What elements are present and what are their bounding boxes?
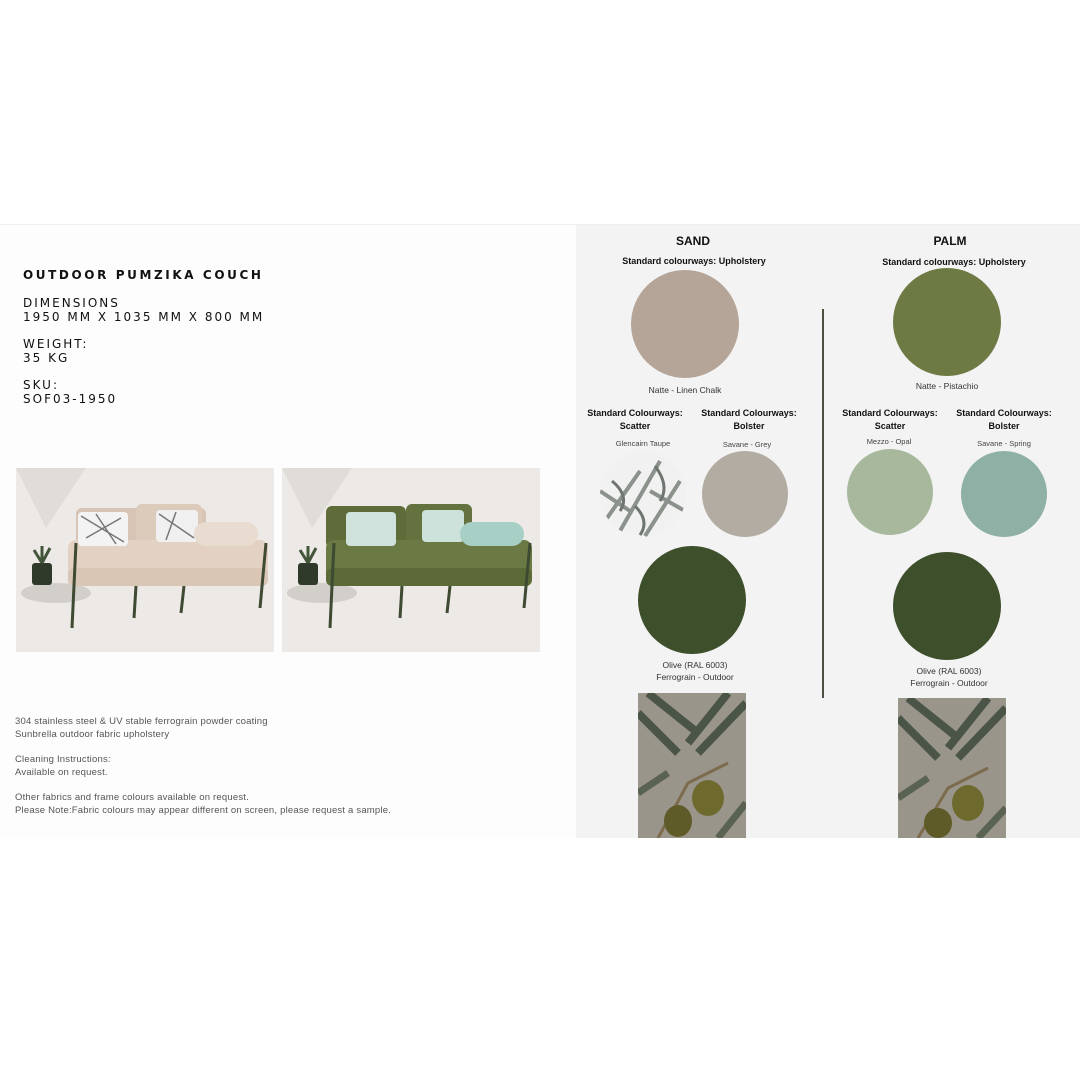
weight-value: 35 KG	[23, 351, 70, 365]
sand-title: SAND	[675, 234, 710, 248]
sand-olive-image	[638, 693, 746, 838]
sand-couch-image	[16, 468, 274, 652]
product-title: OUTDOOR PUMZIKA COUCH	[23, 268, 264, 282]
palm-frame-swatch	[893, 552, 1001, 660]
palm-scatter-heading-2: Scatter	[874, 421, 906, 431]
palm-scatter-name: Mezzo - Opal	[866, 437, 912, 446]
palm-upholstery-heading: Standard colourways: Upholstery	[882, 257, 1026, 267]
palm-scatter-swatch	[847, 449, 933, 535]
palm-frame-finish: Ferrograin - Outdoor	[910, 678, 988, 688]
sand-upholstery-swatch	[631, 270, 739, 378]
sand-upholstery-heading: Standard colourways: Upholstery	[622, 256, 766, 266]
sand-frame-name: Olive (RAL 6003)	[662, 660, 728, 670]
fabric-note: Sunbrella outdoor fabric upholstery	[15, 729, 170, 740]
palm-upholstery-name: Natte - Pistachio	[915, 381, 979, 391]
palm-frame-name: Olive (RAL 6003)	[916, 666, 982, 676]
sand-frame-finish: Ferrograin - Outdoor	[656, 672, 734, 682]
weight-label: WEIGHT:	[23, 337, 89, 351]
dimensions-value: 1950 MM X 1035 MM X 800 MM	[23, 310, 265, 324]
sand-bolster-heading-1: Standard Colourways:	[701, 408, 797, 418]
palm-title: PALM	[933, 234, 967, 248]
cleaning-value: Available on request.	[15, 767, 108, 778]
dimensions-label: DIMENSIONS	[23, 296, 120, 310]
palm-upholstery-swatch	[893, 268, 1001, 376]
palm-olive-image	[898, 698, 1006, 838]
sand-scatter-heading-2: Scatter	[619, 421, 651, 431]
availability-note: Other fabrics and frame colours available on request.	[15, 792, 249, 803]
column-divider	[822, 309, 824, 698]
sand-scatter-name: Glencairn Taupe	[615, 439, 671, 448]
palm-bolster-heading-1: Standard Colourways:	[956, 408, 1052, 418]
palm-bolster-heading-2: Bolster	[988, 421, 1020, 431]
sand-bolster-swatch	[702, 451, 788, 537]
sand-frame-swatch	[638, 546, 746, 654]
palm-couch-image	[282, 468, 540, 652]
sand-bolster-name: Savane - Grey	[722, 440, 772, 449]
material-note: 304 stainless steel & UV stable ferrograin powder coating	[15, 716, 268, 727]
sku-value: SOF03-1950	[23, 392, 118, 406]
sand-upholstery-name: Natte - Linen Chalk	[648, 385, 722, 395]
cleaning-label: Cleaning Instructions:	[15, 754, 111, 765]
palm-bolster-swatch	[961, 451, 1047, 537]
sku-label: SKU:	[23, 378, 59, 392]
palm-bolster-name: Savane - Spring	[977, 439, 1031, 448]
sand-scatter-heading-1: Standard Colourways:	[587, 408, 683, 418]
colour-disclaimer: Please Note:Fabric colours may appear different on screen, please request a sample.	[15, 805, 392, 816]
sand-scatter-swatch	[600, 451, 686, 537]
palm-scatter-heading-1: Standard Colourways:	[842, 408, 938, 418]
sand-bolster-heading-2: Bolster	[733, 421, 765, 431]
